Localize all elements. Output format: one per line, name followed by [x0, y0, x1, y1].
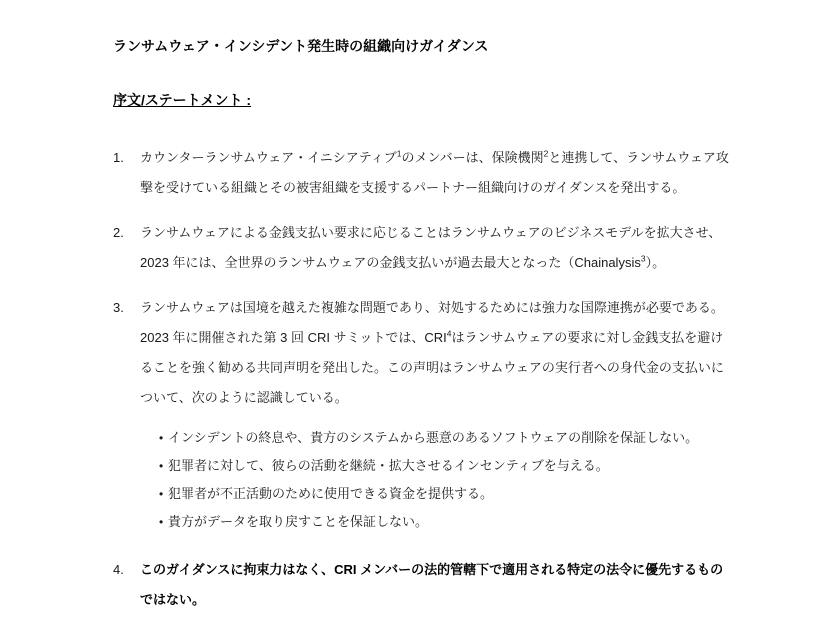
bullet-text: 犯罪者に対して、彼らの活動を継続・拡大させるインセンティブを与える。 [168, 458, 609, 473]
list-item-number: 1. [113, 150, 124, 165]
list-item-number: 4. [113, 562, 124, 577]
list-item-text: ランサムウェアによる金銭支払い要求に応じることはランサムウェアのビジネスモデルを拡大させ、2023 年には、全世界のランサムウェアの金銭支払いが過去最大となった（Chainalysis$^3$）。 [140, 225, 722, 270]
bullet-icon: • [159, 487, 164, 501]
list-item-text: このガイダンスに拘束力はなく、CRI メンバーの法的管轄下で適用される特定の法令に優先するものではない。 [140, 562, 724, 607]
footnote-ref: 3 [640, 253, 646, 264]
bullet-item [140, 508, 730, 536]
numbered-list [113, 143, 746, 615]
bullet-item [140, 452, 730, 480]
footnote-ref: 4 [446, 328, 452, 339]
bullet-icon: • [159, 431, 164, 445]
document-title: ランサムウェア・インシデント発生時の組織向けガイダンス [113, 38, 489, 54]
bullet-item [140, 424, 730, 452]
list-item-number: 2. [113, 225, 124, 240]
list-item [113, 143, 746, 203]
bullet-list [140, 424, 730, 536]
bullet-text: 貴方がデータを取り戻すことを保証しない。 [168, 514, 429, 529]
list-item [113, 218, 746, 278]
footnote-ref: 1 [396, 148, 402, 159]
list-item [113, 293, 746, 540]
footnote-ref: 2 [543, 148, 549, 159]
bullet-icon: • [159, 459, 164, 473]
bullet-item [140, 480, 730, 508]
list-item-text: カウンターランサムウェア・イニシアティブ$^1$のメンバーは、保険機関$^2$と連携して、ランサムウェア攻撃を受けている組織とその被害組織を支援するパートナー組織向けのガイダンスを発出する。 [140, 148, 729, 195]
list-item-number: 3. [113, 300, 124, 315]
bullet-text: インシデントの終息や、貴方のシステムから悪意のあるソフトウェアの削除を保証しない。 [168, 430, 699, 445]
list-item-text: ランサムウェアは国境を越えた複雑な問題であり、対処するためには強力な国際連携が必要である。2023 年に開催された第 3 回 CRI サミットでは、CRI$^4$はランサムウェアの要求に対し金銭支払を避けることを強く勧める共同声明を発出した。この声明はランサムウェアの実行者への身代金の支払いについて、次のように認識している。 • インシデントの終息や、貴方のシステムから悪意のあるソフトウェアの削除を保証しない。 • 犯罪者に対して、彼らの活動を継続・拡大させるインセンティブを与える。 • 犯罪者が不正活動のために使用できる資金を提供する。 • 貴方がデータを取り戻すことを保証しない。 [140, 293, 730, 540]
bullet-text: 犯罪者が不正活動のために使用できる資金を提供する。 [168, 486, 494, 501]
bullet-icon: • [159, 515, 164, 529]
section-heading: 序文/ステートメント : [113, 92, 252, 108]
list-item [113, 555, 746, 615]
